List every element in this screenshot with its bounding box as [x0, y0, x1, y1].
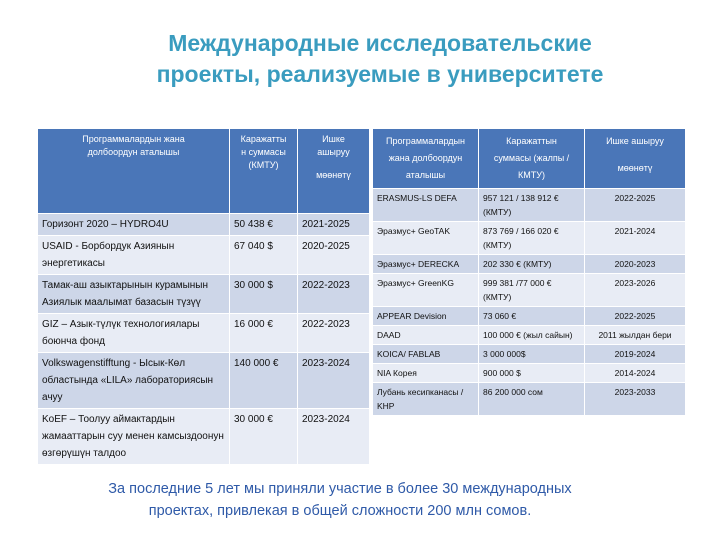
cell-program: Эразмус+ GreenKG [373, 274, 479, 307]
table-row [373, 364, 686, 383]
header-text: жана долбоордун [388, 153, 463, 163]
cell-amount: 67 040 $ [230, 236, 298, 275]
header-amount [479, 129, 585, 189]
header-text: (КМТУ) [248, 160, 279, 170]
table-row [373, 307, 686, 326]
header-program [373, 129, 479, 189]
cell-term: 2022-2025 [585, 307, 686, 326]
table-row [373, 345, 686, 364]
cell-term: 2022-2023 [298, 275, 370, 314]
summary-line-2: проектах, привлекая в общей сложности 200 млн сомов. [148, 503, 532, 519]
header-text: мөөнөтү [316, 170, 351, 180]
cell-amount: 30 000 € [230, 409, 298, 465]
cell-program: Лубань кесипканасы / KHP [373, 383, 479, 416]
cell-amount: 900 000 $ [479, 364, 585, 383]
cell-program: Volkswagenstifftung - Ысык-Көл областында «LILA» лабораториясын ачуу [38, 353, 230, 409]
cell-term: 2023-2024 [298, 353, 370, 409]
table-row [373, 222, 686, 255]
projects-table-left [37, 128, 370, 465]
header-text: долбоордун аталышы [87, 147, 180, 157]
table-row [38, 314, 370, 353]
header-text: мөөнөтү [617, 163, 653, 173]
table-row [373, 189, 686, 222]
table-row [373, 274, 686, 307]
table-row [38, 409, 370, 465]
header-text: Каражаттын [506, 136, 557, 146]
cell-amount: 100 000 € (жыл сайын) [479, 326, 585, 345]
cell-amount: 873 769 / 166 020 € (КМТУ) [479, 222, 585, 255]
cell-program: GIZ – Азык-түлүк технологиялары боюнча фонд [38, 314, 230, 353]
cell-program: Эразмус+ GeoTAK [373, 222, 479, 255]
summary-text [40, 478, 640, 522]
cell-term: 2023-2033 [585, 383, 686, 416]
table-row [373, 255, 686, 274]
header-text: Ишке [322, 134, 345, 144]
cell-term: 2014-2024 [585, 364, 686, 383]
cell-term: 2022-2025 [585, 189, 686, 222]
cell-term: 2020-2025 [298, 236, 370, 275]
header-text: Программалардын [386, 136, 465, 146]
header-text: Каражатты [240, 134, 287, 144]
slide-title-line-2: проекты, реализуемые в университете [156, 61, 604, 87]
header-text: суммасы (жалпы / [493, 153, 570, 163]
table-row [38, 236, 370, 275]
cell-term: 2021-2024 [585, 222, 686, 255]
cell-term: 2020-2023 [585, 255, 686, 274]
cell-program: NIA Корея [373, 364, 479, 383]
table-row [373, 326, 686, 345]
header-text: н суммасы [241, 147, 286, 157]
table-header-row [38, 129, 370, 214]
cell-amount: 50 438 € [230, 214, 298, 236]
table-row [373, 383, 686, 416]
cell-program: USAID - Борбордук Азиянын энергетикасы [38, 236, 230, 275]
cell-term: 2019-2024 [585, 345, 686, 364]
table-row [38, 275, 370, 314]
summary-line-1: За последние 5 лет мы приняли участие в более 30 международных [108, 481, 572, 497]
cell-term: 2022-2023 [298, 314, 370, 353]
slide-title [100, 28, 660, 90]
header-amount [230, 129, 298, 214]
cell-program: KOICA/ FABLAB [373, 345, 479, 364]
cell-term: 2021-2025 [298, 214, 370, 236]
header-program [38, 129, 230, 214]
header-text: Ишке ашыруу [606, 136, 664, 146]
header-term [298, 129, 370, 214]
cell-amount: 202 330 € (КМТУ) [479, 255, 585, 274]
header-text: аталышы [405, 170, 446, 180]
projects-table-right [372, 128, 686, 416]
header-text: ашыруу [317, 147, 350, 157]
cell-program: KoEF – Тоолуу аймактардын жамааттарын суу менен камсыздоонун өзгөрүшүн талдоо [38, 409, 230, 465]
cell-amount: 86 200 000 сом [479, 383, 585, 416]
cell-program: DAAD [373, 326, 479, 345]
cell-program: ERASMUS-LS DEFA [373, 189, 479, 222]
cell-program: Горизонт 2020 – HYDRO4U [38, 214, 230, 236]
cell-amount: 957 121 / 138 912 € (КМТУ) [479, 189, 585, 222]
table-row [38, 353, 370, 409]
header-text: КМТУ) [518, 170, 545, 180]
table-header-row [373, 129, 686, 189]
cell-term: 2023-2026 [585, 274, 686, 307]
cell-amount: 16 000 € [230, 314, 298, 353]
cell-amount: 140 000 € [230, 353, 298, 409]
cell-amount: 999 381 /77 000 € (КМТУ) [479, 274, 585, 307]
cell-amount: 73 060 € [479, 307, 585, 326]
cell-program: Тамак-аш азыктарынын курамынын Азиялык маалымат базасын түзүү [38, 275, 230, 314]
cell-term: 2011 жылдан бери [585, 326, 686, 345]
slide-title-line-1: Международные исследовательские [168, 30, 592, 56]
cell-amount: 30 000 $ [230, 275, 298, 314]
cell-program: Эразмус+ DERECKA [373, 255, 479, 274]
header-text: Программалардын жана [82, 134, 185, 144]
table-row [38, 214, 370, 236]
header-term [585, 129, 686, 189]
cell-term: 2023-2024 [298, 409, 370, 465]
cell-amount: 3 000 000$ [479, 345, 585, 364]
cell-program: APPEAR Devision [373, 307, 479, 326]
